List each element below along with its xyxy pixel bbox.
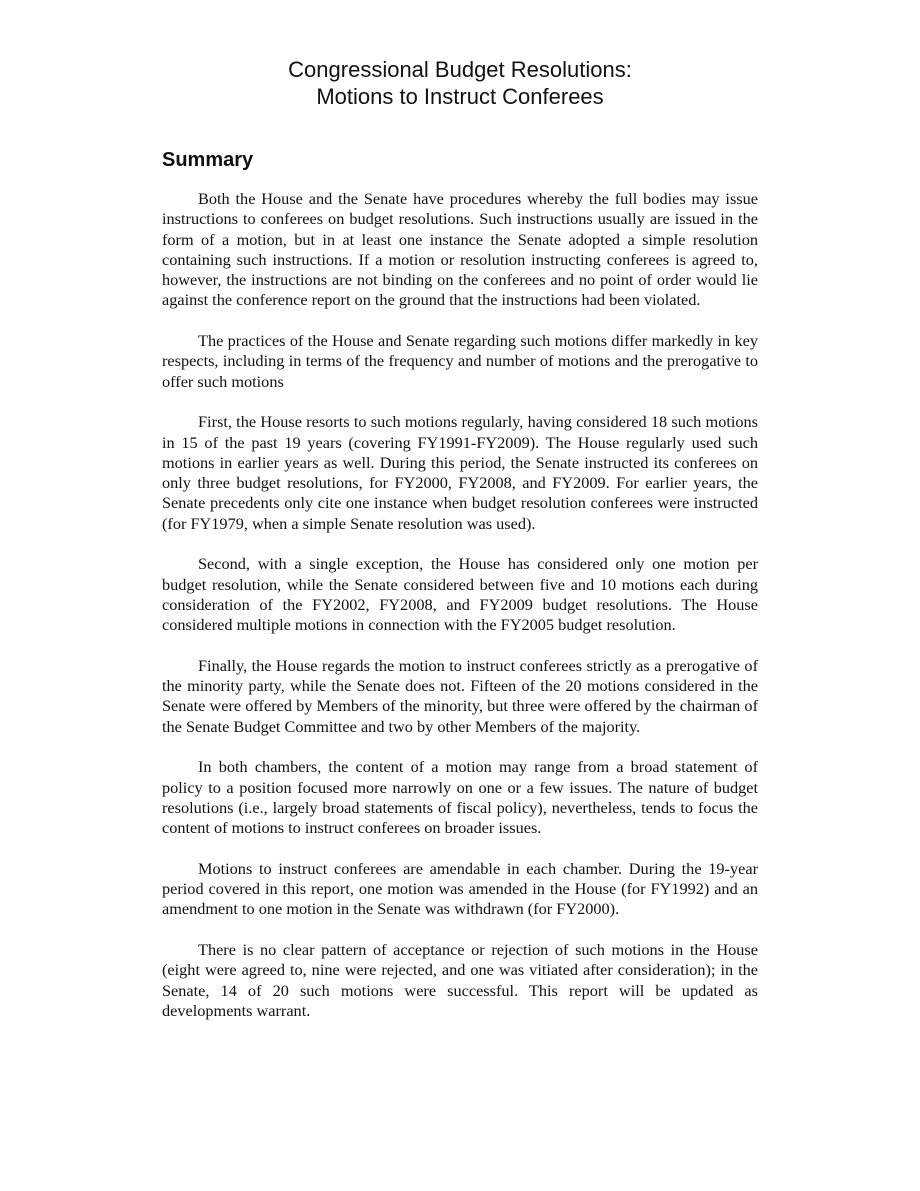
title-line-2: Motions to Instruct Conferees [316,84,604,109]
paragraph-3: First, the House resorts to such motions regularly, having considered 18 such motions in 15 of the past 19 years (covering FY1991-FY2009). The House regularly used such motions in earlier years as well. During this period, the Senate instructed its conferees on only three budget resolutions, for FY2000, FY2008, and FY2009. For earlier years, the Senate precedents only cite one instance when budget resolution conferees were instructed (for FY1979, when a simple Senate resolution was used). [162,412,758,533]
summary-heading: Summary [162,149,254,171]
document-title [162,56,758,110]
document-page [162,56,758,1041]
title-line-1: Congressional Budget Resolutions: [288,57,632,82]
paragraph-7: Motions to instruct conferees are amendable in each chamber. During the 19-year period covered in this report, one motion was amended in the House (for FY1992) and an amendment to one motion in the Senate was withdrawn (for FY2000). [162,858,758,919]
summary-body [162,189,758,1021]
paragraph-1: Both the House and the Senate have procedures whereby the full bodies may issue instructions to conferees on budget resolutions. Such instructions usually are issued in the form of a motion, but in at least one instance the Senate adopted a simple resolution containing such instructions. If a motion or resolution instructing conferees is agreed to, however, the instructions are not binding on the conferees and no point of order would lie against the conference report on the ground that the instructions had been violated. [162,189,758,310]
paragraph-6: In both chambers, the content of a motion may range from a broad statement of policy to a position focused more narrowly on one or a few issues. The nature of budget resolutions (i.e., largely broad statements of fiscal policy), nevertheless, tends to focus the content of motions to instruct conferees on broader issues. [162,757,758,838]
paragraph-5: Finally, the House regards the motion to instruct conferees strictly as a prerogative of the minority party, while the Senate does not. Fifteen of the 20 motions considered in the Senate were offered by Members of the minority, but three were offered by the chairman of the Senate Budget Committee and two by other Members of the majority. [162,655,758,736]
paragraph-4: Second, with a single exception, the House has considered only one motion per budget resolution, while the Senate considered between five and 10 motions each during consideration of the FY2002, FY2008, and FY2009 budget resolutions. The House considered multiple motions in connection with the FY2005 budget resolution. [162,554,758,635]
paragraph-2: The practices of the House and Senate regarding such motions differ markedly in key respects, including in terms of the frequency and number of motions and the prerogative to offer such motions [162,331,758,391]
paragraph-8: There is no clear pattern of acceptance or rejection of such motions in the House (eight were agreed to, nine were rejected, and one was vitiated after consideration); in the Senate, 14 of 20 such motions were successful. This report will be updated as developments warrant. [162,939,758,1020]
